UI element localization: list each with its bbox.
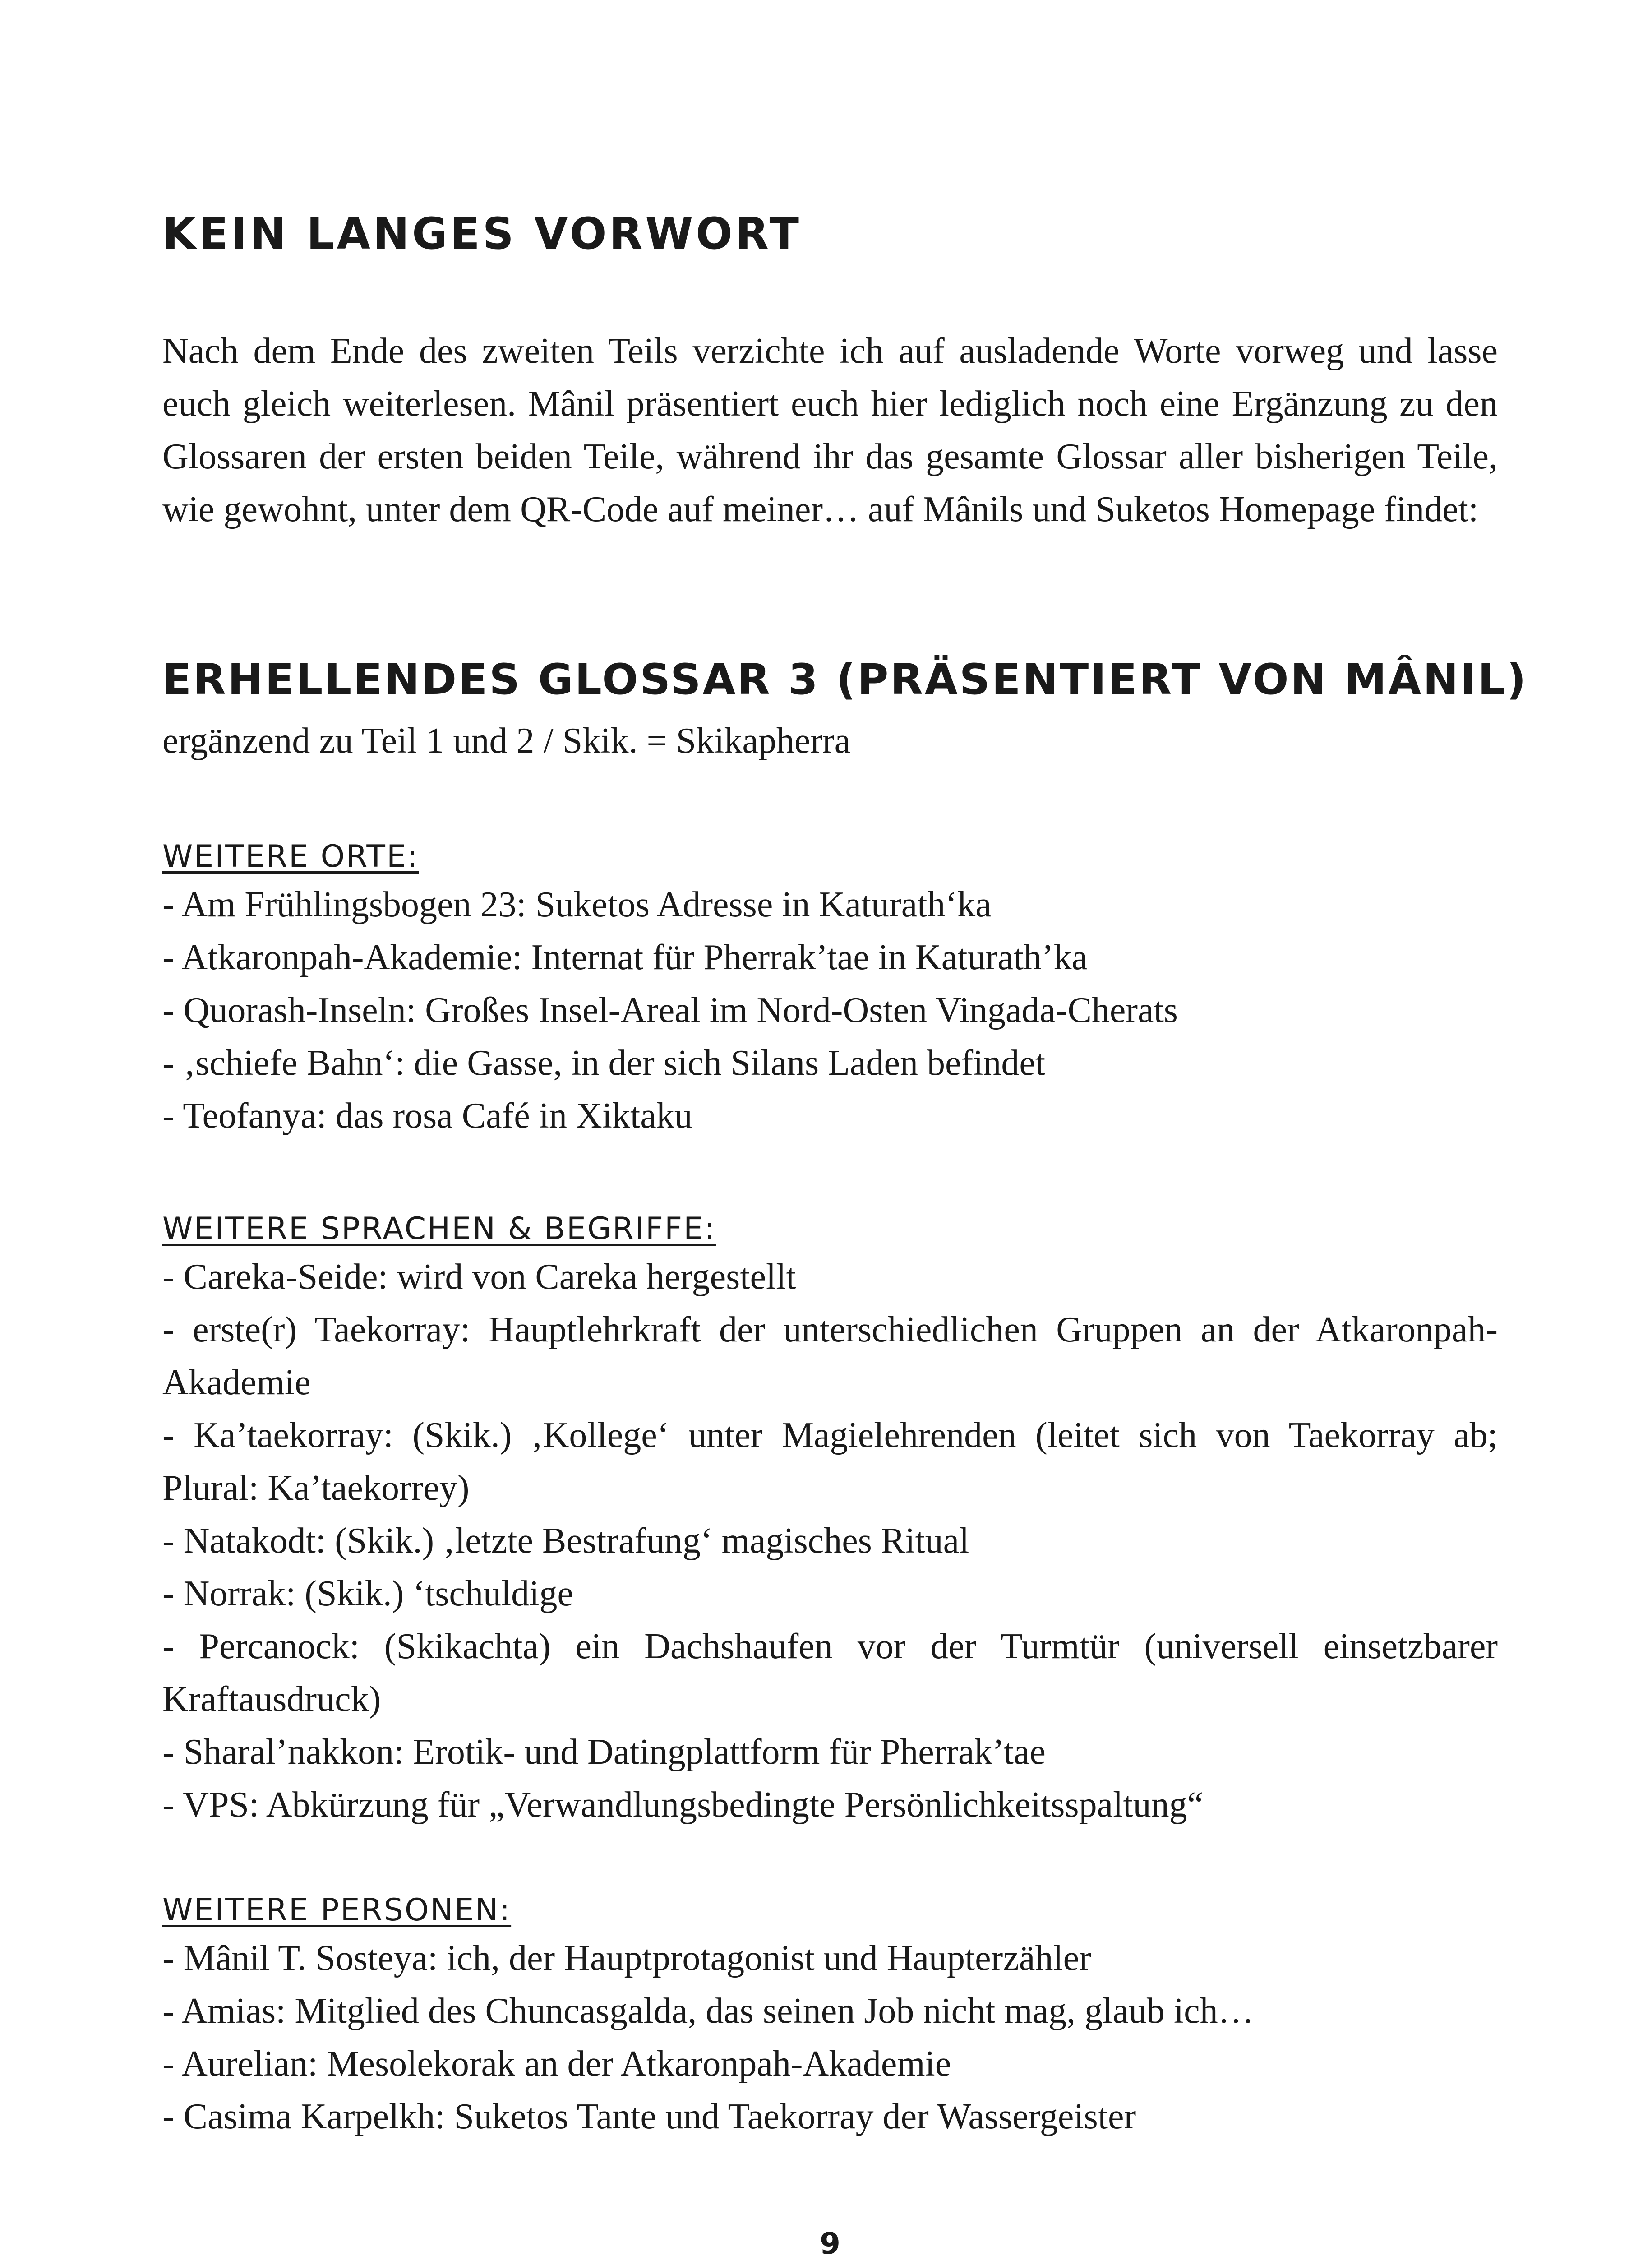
glossary-entry: - Am Frühlingsbogen 23: Suketos Adresse in Katurath‘ka xyxy=(162,885,992,925)
glossary-entry: - Sharal’nakkon: Erotik- und Datingplattform für Pherrak’tae xyxy=(162,1732,1046,1772)
entry-list-orte xyxy=(162,878,1498,1142)
glossary-entry: - erste(r) Taekorray: Hauptlehrkraft der unterschiedlichen Gruppen an der Atkaronpah-Akademie xyxy=(162,1310,1498,1402)
glossary-entry: - Quorash-Inseln: Großes Insel-Areal im Nord-Osten Vingada-Cherats xyxy=(162,990,1178,1030)
glossary-entry: - Casima Karpelkh: Suketos Tante und Taekorray der Wassergeister xyxy=(162,2097,1136,2136)
section-orte xyxy=(162,841,1498,1142)
section-personen xyxy=(162,1892,1498,2143)
section-title-orte: WEITERE ORTE: xyxy=(162,839,419,874)
glossary-entry: - ‚schiefe Bahn‘: die Gasse, in der sich Silans Laden befindet xyxy=(162,1043,1046,1083)
entry-list-personen xyxy=(162,1932,1498,2143)
glossary-entry: - Amias: Mitglied des Chuncasgalda, das seinen Job nicht mag, glaub ich… xyxy=(162,1991,1254,2031)
glossary-entry: - Natakodt: (Skik.) ‚letzte Bestrafung‘ magisches Ritual xyxy=(162,1521,969,1561)
glossary-entry: - VPS: Abkürzung für „Verwandlungsbedingte Persönlichkeitsspaltung“ xyxy=(162,1785,1204,1825)
section-title-sprachen: WEITERE SPRACHEN & BEGRIFFE: xyxy=(162,1211,716,1247)
glossary-entry: - Aurelian: Mesolekorak an der Atkaronpah-Akademie xyxy=(162,2044,951,2084)
glossary-entry: - Teofanya: das rosa Café in Xiktaku xyxy=(162,1096,692,1136)
entry-list-sprachen xyxy=(162,1251,1498,1831)
glossary-entry: - Mânil T. Sosteya: ich, der Hauptprotagonist und Haupterzähler xyxy=(162,1938,1091,1978)
section-title-personen: WEITERE PERSONEN: xyxy=(162,1892,512,1928)
intro-paragraph: Nach dem Ende des zweiten Teils verzichte ich auf ausladende Worte vorweg und lasse euch gleich weiterlesen. Mânil präsentiert euch hier lediglich noch eine Ergänzung zu den Glossaren der ersten beiden Teile, während ihr das gesamte Glossar aller bisherigen Teile, wie gewohnt, unter dem QR-Code auf meiner… auf Mânils und Suketos Homepage findet: xyxy=(162,331,1498,529)
page-number: 9 xyxy=(820,2226,840,2256)
section-sprachen xyxy=(162,1211,1498,1831)
heading-glossar: ERHELLENDES GLOSSAR 3 (PRÄSENTIERT VON MÂNIL) xyxy=(162,655,1528,704)
glossary-entry: - Atkaronpah-Akademie: Internat für Pherrak’tae in Katurath’ka xyxy=(162,938,1088,977)
heading-vorwort: KEIN LANGES VORWORT xyxy=(162,208,802,259)
glossary-entry: - Norrak: (Skik.) ‘tschuldige xyxy=(162,1574,573,1613)
glossar-subtitle: ergänzend zu Teil 1 und 2 / Skik. = Skikapherra xyxy=(162,721,851,761)
glossary-entry: - Percanock: (Skikachta) ein Dachshaufen vor der Turmtür (universell einsetzbarer Kraftausdruck) xyxy=(162,1627,1498,1719)
glossary-entry: - Ka’taekorray: (Skik.) ‚Kollege‘ unter Magielehrenden (leitet sich von Taekorray ab; Plural: Ka’taekorrey) xyxy=(162,1415,1498,1508)
glossary-entry: - Careka-Seide: wird von Careka hergestellt xyxy=(162,1257,796,1297)
book-page xyxy=(162,0,1528,2256)
